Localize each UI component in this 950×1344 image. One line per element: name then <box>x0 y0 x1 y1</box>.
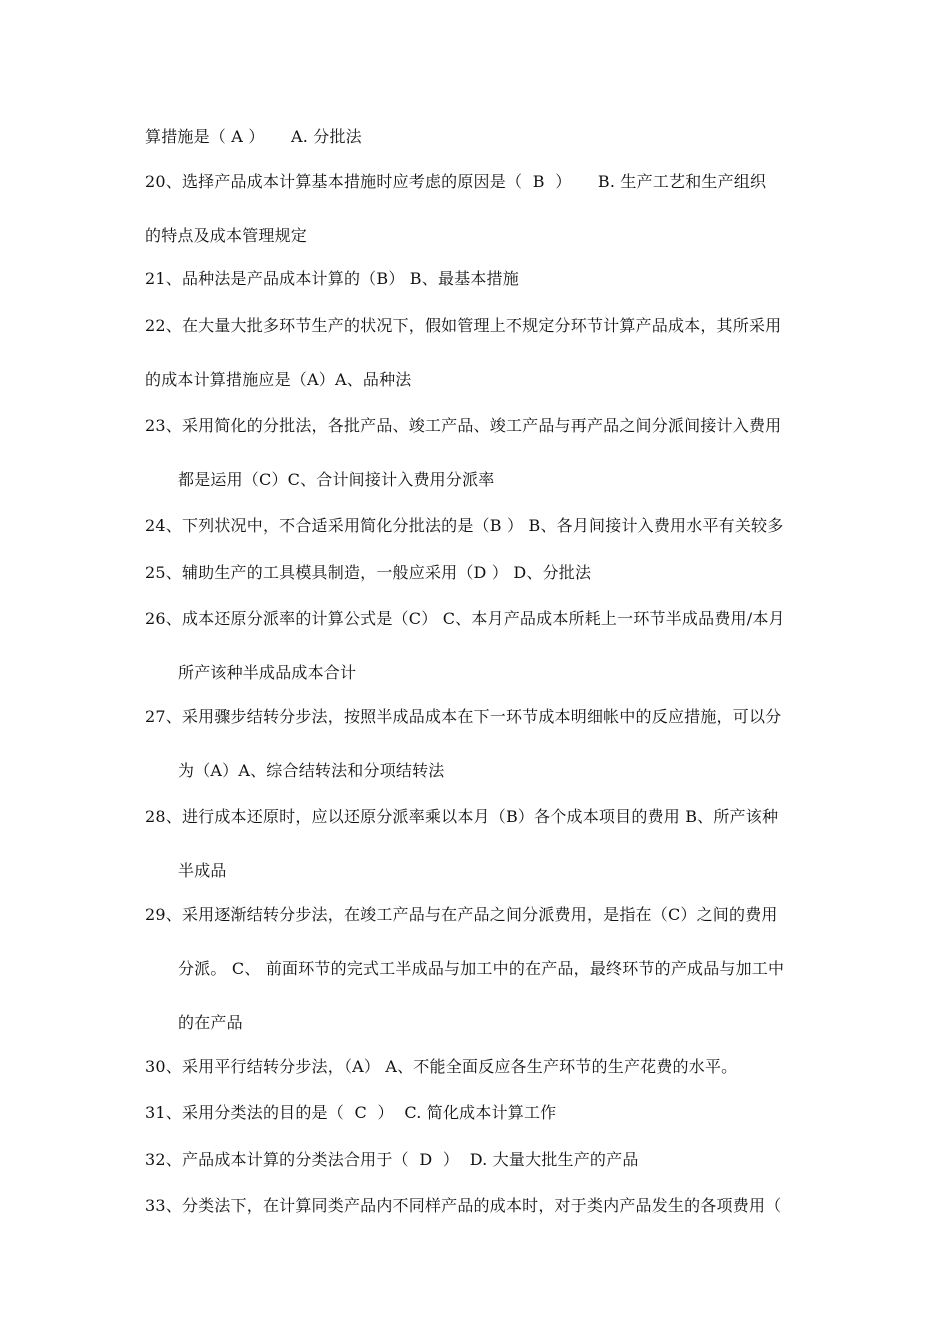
text-line: 的在产品 <box>178 1013 243 1032</box>
text-line: 算措施是（ A ） A. 分批法 <box>145 127 362 146</box>
text-line: 21、品种法是产品成本计算的（B） B、最基本措施 <box>145 269 519 288</box>
text-line: 26、成本还原分派率的计算公式是（C） C、本月产品成本所耗上一环节半成品费用/本月 <box>145 609 785 628</box>
text-line: 24、下列状况中，不合适采用简化分批法的是（B ） B、各月间接计入费用水平有关较多 <box>145 516 784 535</box>
text-line: 20、选择产品成本计算基本措施时应考虑的原因是（ B ） B. 生产工艺和生产组织 <box>145 172 767 191</box>
text-line: 28、进行成本还原时，应以还原分派率乘以本月（B）各个成本项目的费用 B、所产该种 <box>145 807 779 826</box>
text-line: 为（A）A、综合结转法和分项结转法 <box>178 761 445 780</box>
text-line: 22、在大量大批多环节生产的状况下，假如管理上不规定分环节计算产品成本，其所采用 <box>145 316 782 335</box>
text-line: 半成品 <box>178 861 227 880</box>
text-line: 25、辅助生产的工具模具制造，一般应采用（D ） D、分批法 <box>145 563 592 582</box>
text-line: 30、采用平行结转分步法，（A） A、不能全面反应各生产环节的生产花费的水平。 <box>145 1057 738 1076</box>
text-line: 27、采用骤步结转分步法，按照半成品成本在下一环节成本明细帐中的反应措施，可以分 <box>145 707 782 726</box>
text-line: 都是运用（C）C、合计间接计入费用分派率 <box>178 470 495 489</box>
text-line: 分派。 C、 前面环节的完式工半成品与加工中的在产品，最终环节的产成品与加工中 <box>178 959 785 978</box>
text-line: 所产该种半成品成本合计 <box>178 663 357 682</box>
text-line: 23、采用简化的分批法，各批产品、竣工产品、竣工产品与再产品之间分派间接计入费用 <box>145 416 782 435</box>
text-line: 33、分类法下，在计算同类产品内不同样产品的成本时，对于类内产品发生的各项费用（ <box>145 1196 782 1215</box>
text-line: 31、采用分类法的目的是（ C ） C. 简化成本计算工作 <box>145 1103 557 1122</box>
text-line: 32、产品成本计算的分类法合用于（ D ） D. 大量大批生产的产品 <box>145 1150 639 1169</box>
text-line: 的成本计算措施应是（A）A、品种法 <box>145 370 412 389</box>
text-line: 的特点及成本管理规定 <box>145 226 308 245</box>
text-line: 29、采用逐渐结转分步法，在竣工产品与在产品之间分派费用，是指在（C）之间的费用 <box>145 905 778 924</box>
